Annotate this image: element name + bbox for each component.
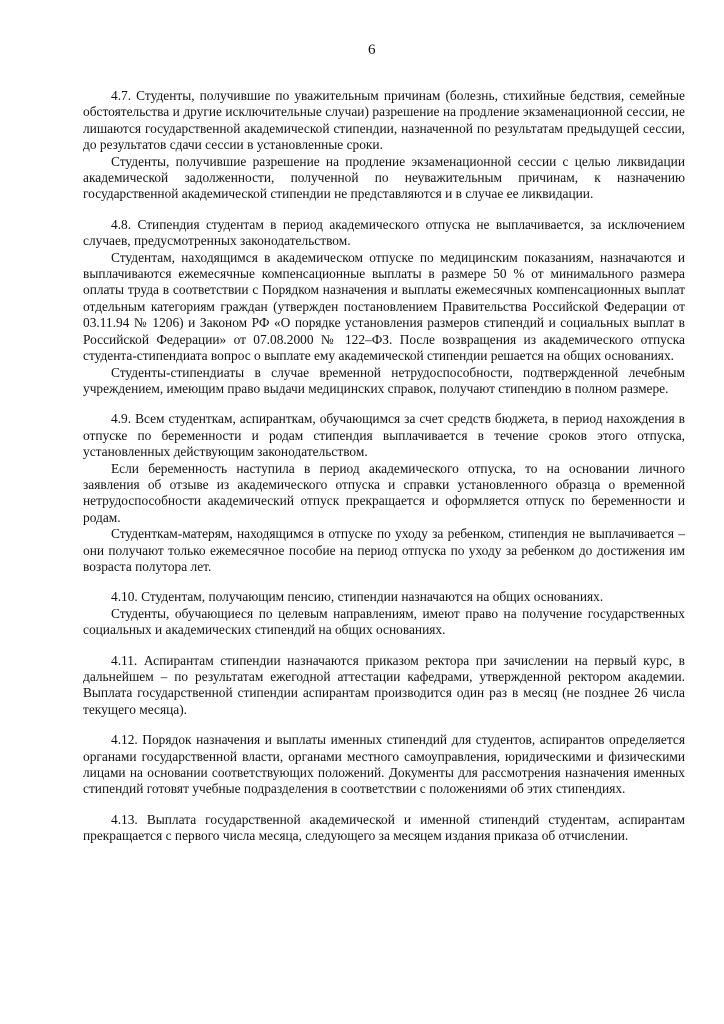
section-gap (83, 718, 685, 732)
section (83, 653, 685, 719)
paragraph: 4.13. Выплата государственной академической и именной стипендий студентам, аспирантам прекращается с первого числа месяца, следующего за месяцем издания приказа об отчислении. (83, 811, 685, 844)
paragraph: 4.10. Студентам, получающим пенсию, стипендии назначаются на общих основаниях. (111, 589, 604, 605)
paragraph: Если беременность наступила в период академического отпуска, то на основании личного заявления об отзыве из академического отпуска и справки установленного образца о временной нетрудоспособности академический отпуск прекращается и оформляется отпуск по беременности и родам. (83, 460, 685, 525)
paragraph: 4.7. Студенты, получившие по уважительным причинам (болезнь, стихийные бедствия, семейные обстоятельства и другие исключительные случаи) разрешение на продление экзаменационной сессии, не лишаются государственной академической стипендии, назначенной по результатам предыдущей сессии, до результатов сдачи сессии в установленные сроки. (83, 88, 685, 153)
paragraph: Студенты, получившие разрешение на продление экзаменационной сессии с целью ликвидации академической задолженности, полученной по неуважительным причинам, к назначению государственной академической стипендии не представляются и в случае ее ликвидации. (83, 153, 685, 202)
paragraph: Студентам, находящимся в академическом отпуске по медицинским показаниям, назначаются и выплачиваются ежемесячные компенсационные выплаты в размере 50 % от минимального размера оплаты труда в соответствии с Порядком назначения и выплаты ежемесячных компенсационных выплат отдельным категориям граждан (утвержден постановлением Правительства Российской Федерации от 03.11.94 № 1206) и Законом РФ «О порядке установления размеров стипендий и социальных выплат в Российской Федерации» от 07.08.2000 № 122–ФЗ. После возвращения из академического отпуска студента-стипендиата вопрос о выплате ему академической стипендии решается на общих основаниях. (83, 249, 685, 364)
paragraph: 4.11. Аспирантам стипендии назначаются приказом ректора при зачислении на первый курс, в дальнейшем – по результатам ежегодной аттестации кафедрами, утвержденной ректором академии. Выплата государственной стипендии аспирантам производится один раз в месяц (не позднее 26 числа текущего месяца). (83, 652, 685, 717)
section (83, 88, 685, 203)
paragraph: Студенткам-матерям, находящимся в отпуске по уходу за ребенком, стипендия не выплачивается – они получают только ежемесячное пособие на период отпуска по уходу за ребенком до достижения им возраста полутора лет. (83, 526, 685, 574)
section (83, 732, 685, 798)
page-number: 6 (368, 42, 376, 58)
section-gap (83, 798, 685, 812)
section (83, 411, 685, 575)
section (83, 812, 685, 845)
paragraph: 4.9. Всем студенткам, аспиранткам, обучающимся за счет средств бюджета, в период нахождения в отпуске по беременности и родам стипендия выплачивается в течение сроков этого отпуска, установленных действующим законодательством. (83, 411, 685, 460)
section (83, 217, 685, 397)
paragraph: Студенты-стипендиаты в случае временной нетрудоспособности, подтвержденной лечебным учреждением, имеющим право выдачи медицинских справок, получают стипендию в полном размере. (83, 364, 685, 396)
section-gap (83, 575, 685, 589)
section-gap (83, 203, 685, 217)
section-gap (83, 397, 685, 411)
paragraph: 4.12. Порядок назначения и выплаты именных стипендий для студентов, аспирантов определяется органами государственной власти, органами местного самоуправления, юридическими и физическими лицами на основании соответствующих положений. Документы для рассмотрения назначения именных стипендий готовят учебные подразделения в соответствии с положениями об этих стипендиях. (83, 732, 685, 797)
document-body (83, 88, 685, 845)
paragraph: 4.8. Стипендия студентам в период академического отпуска не выплачивается, за исключением случаев, предусмотренных законодательством. (83, 216, 685, 249)
paragraph: Студенты, обучающиеся по целевым направлениям, имеют право на получение государственных социальных и академических стипендий на общих основаниях. (83, 605, 685, 638)
section-gap (83, 639, 685, 653)
section (83, 589, 685, 638)
